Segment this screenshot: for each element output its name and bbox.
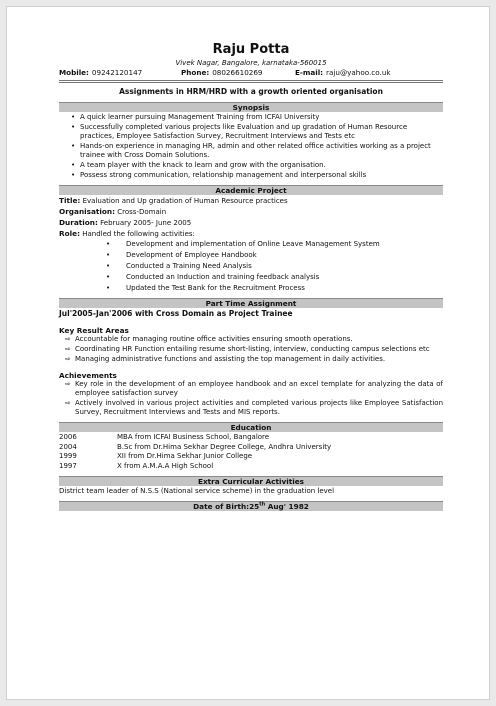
list-item — [106, 240, 443, 249]
section-heading-academic-project: Academic Project — [59, 185, 443, 195]
list-item — [65, 355, 443, 364]
resume-page — [6, 6, 490, 700]
header-divider — [59, 80, 443, 83]
project-duration — [59, 218, 443, 228]
project-role — [59, 229, 443, 239]
email-address[interactable]: raju@yahoo.co.uk — [326, 68, 391, 77]
bullet-icon: • — [71, 113, 76, 121]
kra-item: Managing administrative functions and assisting the top management in daily activities. — [75, 355, 386, 363]
project-organisation-value: Cross-Domain — [117, 208, 167, 216]
dob-day-suffix: th — [259, 501, 266, 508]
project-activities-list — [59, 240, 443, 293]
section-heading-extra-curricular: Extra Curricular Activities — [59, 476, 443, 486]
synopsis-item: Successfully completed various projects like Evaluation and up gradation of Human Resource practices, Employee Satisfaction Survey, Recruitment Interviews and Tests etc — [80, 123, 408, 140]
table-row — [59, 462, 443, 472]
arrow-bullet-icon: ⇨ — [65, 380, 71, 388]
address: Vivek Nagar, Bangalore, karnataka-560015 — [175, 59, 327, 67]
list-item — [65, 380, 443, 398]
project-organisation-label: Organisation: — [59, 207, 116, 216]
bullet-icon: • — [106, 240, 111, 248]
section-heading-education: Education — [59, 422, 443, 432]
mobile-label: Mobile: — [59, 68, 89, 77]
list-item — [106, 262, 443, 271]
list-item — [71, 142, 443, 160]
list-item — [65, 335, 443, 344]
education-detail: MBA from ICFAI Business School, Bangalore — [117, 433, 270, 441]
list-item — [71, 113, 443, 122]
bullet-icon: • — [106, 251, 111, 259]
key-result-areas-heading: Key Result Areas — [59, 326, 129, 335]
dob-month-year: Aug' 1982 — [265, 502, 309, 511]
table-row — [59, 443, 443, 453]
achievement-item: Key role in the development of an employee handbook and an excel template for analyzing the data of employee satisfaction survey — [75, 380, 443, 397]
section-heading-part-time: Part Time Assignment — [59, 298, 443, 308]
arrow-bullet-icon: ⇨ — [65, 335, 71, 343]
list-item — [106, 273, 443, 282]
section-heading-synopsis: Synopsis — [59, 102, 443, 112]
education-detail: B.Sc from Dr.Hima Sekhar Degree College, Andhra University — [117, 442, 332, 451]
list-item — [106, 251, 443, 260]
mobile-contact — [59, 68, 181, 77]
table-row — [59, 452, 443, 462]
kra-item: Accountable for managing routine office activities ensuring smooth operations. — [75, 335, 353, 343]
list-item — [106, 284, 443, 293]
bullet-icon: • — [71, 142, 76, 150]
contact-row — [59, 68, 443, 77]
achievement-item: Actively involved in various project activities and completed various projects like Employee Satisfaction Survey, Recruitment Interviews and Tests and MIS reports. — [75, 399, 443, 416]
date-of-birth-bar — [59, 501, 443, 511]
candidate-name: Raju Potta — [212, 42, 290, 57]
bullet-icon: • — [71, 123, 76, 131]
synopsis-item: A quick learner pursuing Management Training from ICFAI University — [80, 113, 320, 121]
objective-tagline: Assignments in HRM/HRD with a growth oriented organisation — [119, 87, 383, 96]
arrow-bullet-icon: ⇨ — [65, 345, 71, 353]
resume-content — [59, 43, 443, 511]
activity-item: Development of Employee Handbook — [126, 251, 257, 259]
education-year: 1999 — [59, 452, 77, 460]
education-year: 1997 — [59, 461, 77, 470]
list-item — [65, 399, 443, 417]
key-result-areas-list — [59, 335, 443, 364]
arrow-bullet-icon: ⇨ — [65, 399, 71, 407]
list-item — [65, 345, 443, 354]
bullet-icon: • — [106, 273, 111, 281]
project-title-label: Title: — [59, 196, 81, 205]
extra-curricular-text: District team leader of N.S.S (National service scheme) in the graduation level — [59, 487, 335, 495]
project-organisation — [59, 207, 443, 217]
synopsis-item: Possess strong communication, relationship management and interpersonal skills — [80, 171, 367, 179]
synopsis-item: A team player with the knack to learn and grow with the organisation. — [80, 161, 326, 169]
education-year: 2004 — [59, 442, 77, 451]
bullet-icon: • — [71, 161, 76, 169]
project-role-label: Role: — [59, 229, 80, 238]
assignment-title: Jul'2005-Jan'2006 with Cross Domain as Project Trainee — [59, 309, 293, 318]
project-duration-value: February 2005- June 2005 — [100, 219, 192, 227]
synopsis-list — [59, 113, 443, 180]
activity-item: Conducted a Training Need Analysis — [126, 262, 252, 270]
arrow-bullet-icon: ⇨ — [65, 355, 71, 363]
education-detail: X from A.M.A.A High School — [117, 461, 214, 470]
education-year: 2006 — [59, 433, 77, 441]
activity-item: Conducted an Induction and training feedback analysis — [126, 273, 320, 281]
phone-contact — [181, 68, 295, 77]
project-title-value: Evaluation and Up gradation of Human Resource practices — [82, 197, 288, 205]
project-duration-label: Duration: — [59, 218, 98, 227]
table-row — [59, 433, 443, 443]
mobile-number: 09242120147 — [91, 68, 143, 77]
achievements-heading: Achievements — [59, 371, 117, 380]
phone-number: 08026610269 — [212, 68, 263, 77]
activity-item: Updated the Test Bank for the Recruitment Process — [126, 284, 305, 292]
bullet-icon: • — [106, 284, 111, 292]
project-role-value: Handled the following activities: — [82, 230, 195, 238]
phone-label: Phone: — [181, 68, 210, 77]
achievements-list — [59, 380, 443, 417]
email-contact — [295, 68, 443, 77]
bullet-icon: • — [106, 262, 111, 270]
dob-label: Date of Birth: — [193, 502, 250, 511]
activity-item: Development and implementation of Online Leave Management System — [126, 240, 380, 248]
education-detail: XII from Dr.Hima Sekhar Junior College — [117, 452, 253, 460]
project-title — [59, 196, 443, 206]
synopsis-item: Hands-on experience in managing HR, admin and other related office activities working as a project trainee with Cross Domain Solutions. — [80, 142, 431, 159]
list-item — [71, 123, 443, 141]
dob-day: 25 — [249, 502, 260, 511]
list-item — [71, 171, 443, 180]
education-table — [59, 433, 443, 471]
list-item — [71, 161, 443, 170]
bullet-icon: • — [71, 171, 76, 179]
kra-item: Coordinating HR Function entailing resume short-listing, interview, conducting campus selections etc — [75, 345, 430, 353]
email-label: E-mail: — [295, 68, 324, 77]
